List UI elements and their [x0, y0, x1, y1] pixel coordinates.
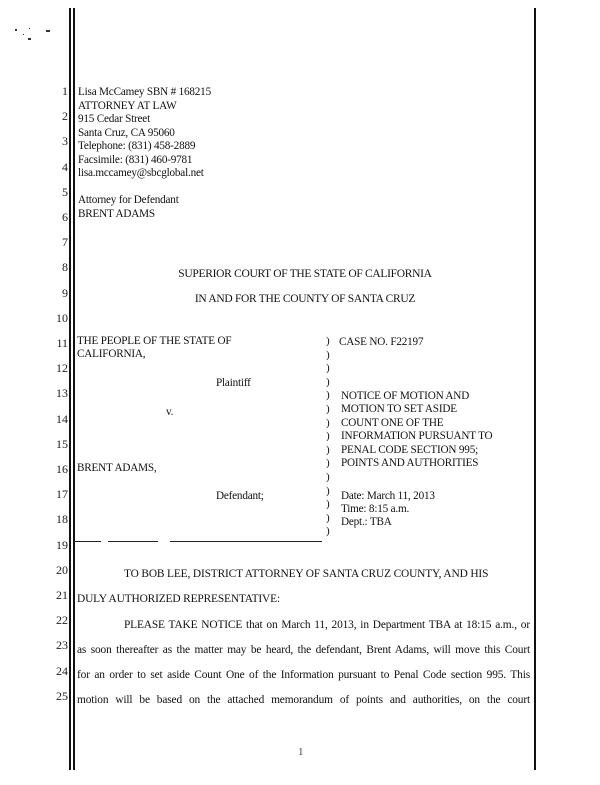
line-number: 12: [56, 361, 68, 376]
court-county: IN AND FOR THE COUNTY OF SANTA CRUZ: [194, 293, 416, 305]
hearing-date: Date: March 11, 2013: [341, 490, 435, 502]
attorney-name: Lisa McCamey SBN # 168215: [78, 86, 211, 98]
motion-title-line: PENAL CODE SECTION 995;: [341, 443, 479, 456]
attorney-city: Santa Cruz, CA 95060: [78, 126, 175, 139]
paragraph-line-3: for an order to set aside Count One of the Information pursuant to Penal Code section 995. This: [77, 669, 530, 681]
caption-paren: ): [326, 498, 330, 511]
defendant-name: BRENT ADAMS,: [77, 462, 157, 474]
line-number: 25: [56, 688, 68, 703]
attorney-facsimile: Facsimile: (831) 460-9781: [78, 153, 193, 166]
caption-underline-2: [108, 541, 158, 542]
defendant-label: Defendant;: [216, 490, 264, 502]
caption-paren: ): [326, 430, 330, 443]
line-number: 21: [56, 588, 68, 602]
left-margin-rule-outer: [69, 8, 71, 770]
caption-paren: ): [326, 362, 330, 375]
paragraph-line-4: motion will be based on the attached memorandum of points and authorities, on the court: [77, 694, 530, 706]
page-number: 1: [298, 746, 304, 758]
attorney-role: Attorney for Defendant: [78, 194, 179, 206]
right-margin-rule: [534, 8, 536, 770]
motion-title-line: NOTICE OF MOTION AND: [341, 390, 470, 402]
attorney-title: ATTORNEY AT LAW: [78, 99, 177, 112]
line-number: 3: [62, 134, 68, 149]
caption-paren: ): [326, 457, 330, 470]
caption-underline-1: [74, 541, 101, 542]
caption-paren: ): [326, 375, 330, 388]
caption-paren: ): [326, 335, 330, 347]
line-number: 24: [56, 663, 68, 678]
line-number: 22: [56, 613, 68, 628]
caption-paren: ): [326, 471, 330, 483]
line-number: 5: [62, 184, 68, 199]
caption-paren: ): [326, 525, 330, 538]
addressee-line2: DULY AUTHORIZED REPRESENTATIVE:: [77, 593, 280, 605]
line-number: 10: [56, 310, 68, 325]
line-number: 2: [62, 109, 68, 124]
caption-paren: ): [326, 511, 330, 524]
line-number: 6: [62, 210, 68, 224]
caption-paren: ): [326, 348, 330, 361]
hearing-time: Time: 8:15 a.m.: [341, 503, 410, 515]
line-number: 19: [56, 537, 68, 552]
caption-paren: ): [326, 416, 330, 429]
motion-title-line: COUNT ONE OF THE: [341, 416, 444, 429]
hearing-dept: Dept.: TBA: [341, 516, 392, 528]
motion-title-line: POINTS AND AUTHORITIES: [341, 457, 479, 469]
paragraph-line-2: as soon thereafter as the matter may be heard, the defendant, Brent Adams, will move this Court: [77, 644, 530, 656]
plaintiff-name-line2: CALIFORNIA,: [77, 348, 146, 360]
line-number: 15: [56, 436, 68, 451]
left-margin-rule-inner: [73, 8, 75, 770]
case-number: CASE NO. F22197: [339, 336, 424, 348]
line-number: 20: [56, 562, 68, 577]
line-number: 16: [56, 462, 68, 476]
attorney-client: BRENT ADAMS: [78, 207, 155, 220]
attorney-street: 915 Cedar Street: [78, 113, 150, 125]
attorney-telephone: Telephone: (831) 458-2889: [78, 140, 196, 152]
plaintiff-label: Plaintiff: [216, 377, 251, 389]
line-number: 13: [56, 386, 68, 401]
caption-paren: ): [326, 389, 330, 402]
caption-underline-3: [170, 541, 322, 542]
line-number: 7: [62, 235, 68, 250]
line-number: 17: [56, 487, 68, 502]
versus-label: v.: [166, 406, 174, 418]
paragraph-line-1: PLEASE TAKE NOTICE that on March 11, 2013, in Department TBA at 18:15 a.m., or: [124, 619, 530, 631]
motion-title-line: INFORMATION PURSUANT TO: [341, 430, 493, 443]
line-number: 8: [62, 260, 68, 275]
plaintiff-name-line1: THE PEOPLE OF THE STATE OF: [77, 335, 232, 347]
court-title: SUPERIOR COURT OF THE STATE OF CALIFORNIA: [178, 268, 432, 280]
motion-title-line: MOTION TO SET ASIDE: [341, 403, 457, 416]
caption-paren: ): [326, 403, 330, 415]
line-number: 14: [56, 411, 68, 426]
caption-paren: ): [326, 443, 330, 456]
addressee-line1: TO BOB LEE, DISTRICT ATTORNEY OF SANTA CRUZ COUNTY, AND HIS: [124, 568, 489, 580]
line-number: 1: [62, 84, 68, 98]
line-number: 23: [56, 638, 68, 653]
line-number: 9: [62, 285, 68, 300]
line-number: 11: [56, 336, 68, 350]
caption-paren: ): [326, 484, 330, 497]
line-number: 4: [62, 159, 68, 174]
attorney-email: lisa.mccamey@sbcglobal.net: [78, 167, 204, 179]
line-number: 18: [56, 512, 68, 527]
